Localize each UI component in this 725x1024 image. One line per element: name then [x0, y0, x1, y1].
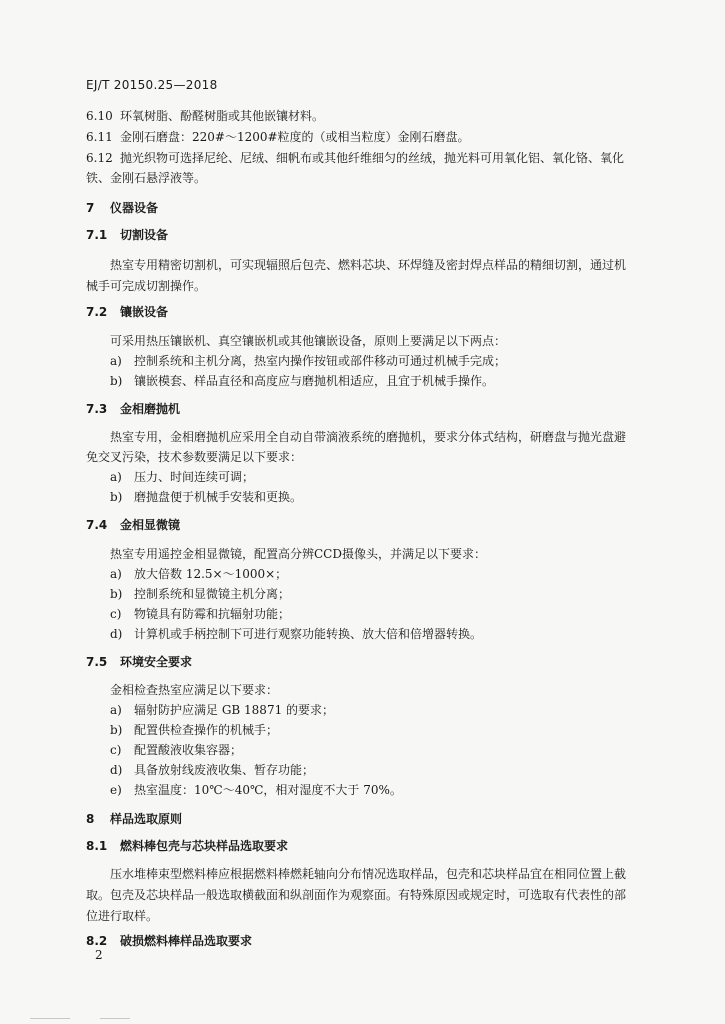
clause-number: 6.12	[86, 151, 113, 165]
list-item-a	[110, 702, 334, 718]
section-8-2-heading	[86, 933, 252, 949]
paragraph-text: 取。包壳及芯块样品一般选取横截面和纵剖面作为观察面。有特殊原因或规定时，可选取有代表性的部	[86, 888, 627, 902]
paragraph-line	[110, 429, 626, 445]
list-text: 镶嵌模套、样品直径和高度应与磨抛机相适应，且宜于机械手操作。	[134, 374, 495, 388]
list-text: 热室温度：10℃～40℃，相对湿度不大于 70%。	[134, 783, 402, 797]
list-text: 物镜具有防霉和抗辐射功能；	[134, 607, 291, 621]
list-item-c	[110, 742, 242, 758]
list-item-b	[110, 373, 494, 389]
list-text: 放大倍数 12.5×～1000×；	[134, 567, 288, 581]
paragraph-text: 热室专用精密切割机，可实现辐照后包壳、燃料芯块、环焊缝及密封焊点样品的精细切割，通过机	[110, 258, 627, 272]
paragraph-line	[86, 887, 626, 903]
section-8-heading	[86, 811, 182, 827]
clause-6-12	[86, 150, 624, 166]
list-item-b	[110, 586, 290, 602]
section-title: 样品选取原则	[110, 812, 183, 826]
paragraph-line	[86, 278, 206, 294]
section-number: 7.1	[86, 228, 108, 242]
paragraph-line	[110, 546, 486, 562]
paragraph-line	[110, 257, 626, 273]
section-title: 破损燃料棒样品选取要求	[120, 934, 253, 948]
list-text: 磨抛盘便于机械手安装和更换。	[134, 490, 303, 504]
section-title: 燃料棒包壳与芯块样品选取要求	[120, 839, 289, 853]
list-text: 计算机或手柄控制下可进行观察功能转换、放大倍和倍增器转换。	[134, 627, 483, 641]
paragraph-text: 热室专用，金相磨抛机应采用全自动自带滴液系统的磨抛机，要求分体式结构，研磨盘与抛光盘避	[110, 430, 627, 444]
list-marker: a)	[110, 567, 122, 581]
clause-number: 6.10	[86, 109, 113, 123]
list-marker: b)	[110, 587, 123, 601]
list-marker: d)	[110, 627, 123, 641]
footer-divider	[30, 1018, 70, 1019]
section-title: 金相磨抛机	[120, 402, 181, 416]
list-item-e	[110, 782, 402, 798]
list-item-b	[110, 489, 302, 505]
list-item-d	[110, 762, 314, 778]
list-text: 配置酸液收集容器；	[134, 743, 243, 757]
paragraph-line	[110, 333, 506, 349]
paragraph-text: 可采用热压镶嵌机、真空镶嵌机或其他镶嵌设备，原则上要满足以下两点：	[110, 334, 507, 348]
paragraph-text: 位进行取样。	[86, 909, 159, 923]
list-text: 辐射防护应满足 GB 18871 的要求；	[134, 703, 335, 717]
section-title: 仪器设备	[110, 201, 159, 215]
page-number: 2	[95, 948, 103, 962]
paragraph-text: 免交叉污染，技术参数要满足以下要求：	[86, 450, 303, 464]
list-text: 压力、时间连续可调；	[134, 470, 255, 484]
clause-6-10	[86, 108, 324, 124]
list-item-b	[110, 722, 278, 738]
paragraph-line	[86, 449, 302, 465]
paragraph-line	[110, 866, 626, 882]
list-item-c	[110, 606, 290, 622]
list-text: 配置供检查操作的机械手；	[134, 723, 279, 737]
list-item-a	[110, 353, 506, 369]
list-marker: c)	[110, 607, 122, 621]
standard-code-header: EJ/T 20150.25—2018	[86, 78, 218, 92]
section-7-4-heading	[86, 517, 180, 533]
list-marker: e)	[110, 783, 122, 797]
list-marker: a)	[110, 354, 122, 368]
section-number: 7.5	[86, 655, 108, 669]
footer-divider	[100, 1018, 130, 1019]
paragraph-text: 压水堆棒束型燃料棒应根据燃料棒燃耗轴向分布情况选取样品，包壳和芯块样品宜在相同位置上截	[110, 867, 627, 881]
clause-text: 抛光织物可选择尼纶、尼绒、细帆布或其他纤维细匀的丝绒，抛光料可用氧化铝、氧化铬、氧化	[120, 151, 625, 165]
list-marker: b)	[110, 490, 123, 504]
clause-text: 金刚石磨盘：220#～1200#粒度的（或相当粒度）金刚石磨盘。	[120, 130, 470, 144]
list-text: 控制系统和显微镜主机分离；	[134, 587, 291, 601]
clause-6-12-continued	[86, 170, 206, 186]
section-number: 8	[86, 812, 95, 826]
section-7-2-heading	[86, 304, 168, 320]
clause-text: 铁、金刚石悬浮液等。	[86, 171, 207, 185]
list-text: 具备放射线废液收集、暂存功能；	[134, 763, 315, 777]
section-number: 7	[86, 201, 95, 215]
clause-text: 环氧树脂、酚醛树脂或其他嵌镶材料。	[120, 109, 325, 123]
paragraph-line	[110, 682, 278, 698]
list-marker: b)	[110, 723, 123, 737]
list-marker: c)	[110, 743, 122, 757]
paragraph-text: 金相检查热室应满足以下要求：	[110, 683, 279, 697]
paragraph-text: 热室专用遥控金相显微镜，配置高分辨CCD摄像头，并满足以下要求：	[110, 547, 486, 561]
list-marker: a)	[110, 703, 122, 717]
list-marker: a)	[110, 470, 122, 484]
section-8-1-heading	[86, 838, 288, 854]
paragraph-text: 械手可完成切割操作。	[86, 279, 207, 293]
list-marker: d)	[110, 763, 123, 777]
section-title: 镶嵌设备	[120, 305, 169, 319]
section-7-1-heading	[86, 227, 168, 243]
section-number: 8.1	[86, 839, 108, 853]
list-item-a	[110, 566, 287, 582]
list-marker: b)	[110, 374, 123, 388]
section-number: 7.4	[86, 518, 108, 532]
list-text: 控制系统和主机分离，热室内操作按钮或部件移动可通过机械手完成；	[134, 354, 507, 368]
section-7-heading	[86, 200, 158, 216]
clause-number: 6.11	[86, 130, 113, 144]
section-title: 环境安全要求	[120, 655, 193, 669]
section-title: 切割设备	[120, 228, 169, 242]
clause-6-11	[86, 129, 470, 145]
paragraph-line	[86, 908, 158, 924]
section-number: 7.2	[86, 305, 108, 319]
list-item-a	[110, 469, 254, 485]
section-7-3-heading	[86, 401, 180, 417]
section-7-5-heading	[86, 654, 192, 670]
list-item-d	[110, 626, 482, 642]
section-number: 8.2	[86, 934, 108, 948]
section-number: 7.3	[86, 402, 108, 416]
section-title: 金相显微镜	[120, 518, 181, 532]
